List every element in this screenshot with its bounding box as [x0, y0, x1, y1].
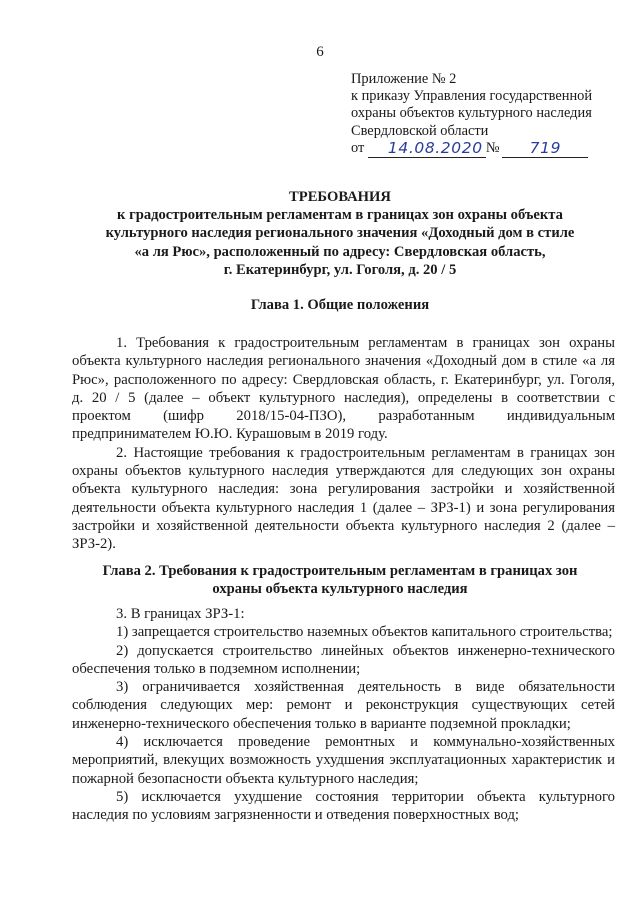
document-title [70, 188, 610, 279]
chapter1-heading: Глава 1. Общие положения [250, 297, 430, 313]
title-line: г. Екатеринбург, ул. Гоголя, д. 20 / 5 [223, 261, 457, 278]
appendix-line: Приложение № 2 [351, 71, 457, 87]
paragraph: 5) исключается ухудшение состояния территории объекта культурного наследия по условиям загрязненности и отведения поверхностных вод; [72, 788, 615, 824]
title-line: к градостроительным регламентам в границах зон охраны объекта [117, 207, 563, 224]
appendix-line: Свердловской области [351, 122, 489, 139]
number-field [502, 140, 588, 158]
paragraph: 1) запрещается строительство наземных объектов капитального строительства; [116, 624, 613, 641]
title-heading: ТРЕБОВАНИЯ [289, 189, 391, 205]
chapter1-body [72, 334, 615, 554]
date-prefix: от [351, 139, 365, 156]
title-line: «а ля Рюс», расположенный по адресу: Свердловская область, [134, 243, 546, 260]
paragraph: 1. Требования к градостроительным регламентам в границах зон охраны объекта культурного наследия регионального значения «Доходный дом в стиле «а ля Рюс», расположенного по адресу: Свердловская область, г. Екатеринбург, ул. Гоголя, д. 20 / 5 (далее – объект культурного наследия), определены в соответствии с проектом (шифр 2018/15-04-ПЗО), разработанным индивидуальным предпринимателем Ю.Ю. Курашовым в 2019 году. [72, 335, 615, 443]
paragraph: 3. В границах ЗРЗ-1: [116, 606, 245, 622]
page-number: 6 [316, 44, 324, 60]
date-field [368, 140, 486, 158]
appendix-date-line [351, 140, 592, 158]
chapter2-body [72, 605, 615, 825]
paragraph: 2) допускается строительство линейных объектов инженерно-технического обеспечения только в подземном исполнении; [72, 642, 615, 677]
appendix-line: к приказу Управления государственной [351, 88, 593, 105]
number-prefix: № [485, 139, 500, 156]
appendix-block [351, 71, 592, 158]
chapter2-heading-line: охраны объекта культурного наследия [212, 581, 468, 598]
paragraph: 4) исключается проведение ремонтных и коммунально-хозяйственных мероприятий, влекущих возможность ухудшения эксплуатационных характеристик и пожарной безопасности объекта культурного наследия; [72, 734, 615, 787]
handwritten-number: 719 [529, 138, 562, 157]
handwritten-date: 14.08.2020 [387, 138, 483, 157]
appendix-line: охраны объектов культурного наследия [351, 105, 592, 122]
paragraph: 3) ограничивается хозяйственная деятельность в виде обязательности соблюдения следующих мер: ремонт и реконструкция существующих сетей инженерно-технического обеспечения только в варианте подземной прокладки; [72, 679, 615, 732]
paragraph: 2. Настоящие требования к градостроительным регламентам в границах зон охраны объектов культурного наследия утверждаются для следующих зон охраны объекта культурного наследия: зона регулирования застройки и хозяйственной деятельности объекта культурного наследия 1 (далее – ЗРЗ-1) и зона регулирования застройки и хозяйственной деятельности объекта культурного наследия 2 (далее – ЗРЗ-2). [72, 444, 615, 553]
chapter2-heading [70, 562, 610, 598]
title-line: культурного наследия регионального значения «Доходный дом в стиле [105, 225, 575, 242]
chapter2-heading-line: Глава 2. Требования к градостроительным регламентам в границах зон [102, 563, 578, 579]
